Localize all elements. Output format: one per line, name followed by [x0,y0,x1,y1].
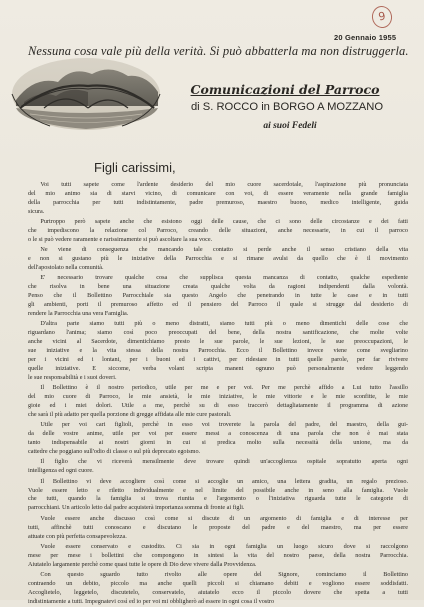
letter-line: Il figlio che vi riceverà mensilmente deve trovare quindi un'accoglienza ospitale sopratutto aperta ogni [28,458,408,466]
letter-line: contraendo un debito, piccolo ma anche quelli piccoli si chiamano debiti e vogliono essere soddisfatti. [28,579,408,587]
letter-line: della parrocchia per tutti indistintamente, padre premuroso, maestro buono, medico intelligente, guida [28,198,408,206]
bulletin-title [190,82,380,97]
letter-line: parrocchiani. Un articolo letto dal padre acquisterà importanza somma di fronte ai figli. [28,504,245,512]
letter-line: che impediscono la relazione col Parroco, creando delle situazioni, anche necessarie, in cui il parroco [28,227,408,234]
letter-line: Il Bollettino vi deve accogliere così come si accoglie un amico, una lettera gradita, un regalo prezioso. [28,477,408,485]
letter-line: E' necessario trovare qualche cosa che supplisca questa mancanza di contatto, qualche espediente [28,274,408,282]
letter-paragraph [28,181,408,217]
letter-line: del mio cuore di Parroco, le mie ansietà, le mie iniziative, le mie vittorie e le mie sconfitte, le mie [28,393,408,401]
letter-line: Ne viene di conseguenza che mancando tale contatto si perde anche il senso cristiano della vita [28,246,408,254]
letter-line: quelle iniziative. E siccome, verba volant scripta manent ognuno può personalmente vedere leggendo [28,365,408,372]
letter-line: riguardano l'anima; siamo così poco preoccupati del bene, della nostra santificazione, che molte volte [28,329,408,337]
page-number-stamp: 9 [370,4,394,29]
letter-line: che sarà il più adatto per quella porzione di gregge affidata alle mie cure pastorali. [28,411,232,418]
letter-line: mese per mese i bollettini che compongono in sintesi la vita del nostro paese, della nostra Parrocchia. [28,551,408,559]
letter-paragraph [28,543,408,570]
letter-paragraph [28,478,408,514]
letter-line: Vuole essere anche discusso così come si discute di un argomento di famiglia e di interesse per [28,514,408,522]
letter-line: Aiutatelo largamente perchè come quasi tutte le opere di Dio deve vivere dalla Provvidenza. [28,560,257,568]
letter-paragraph [28,571,408,607]
letter-paragraph [28,515,408,542]
letter-line: tutti, affinchè tutti conoscano e discutano le proposte del padre e del maestro, ma per essere [28,523,408,531]
letter-paragraph [28,246,408,273]
letter-line: Penso che il Bollettino Parrocchiale sia questo Angelo che penetrando in tutte le case e in tutti [28,292,408,300]
letter-line: del mio animo sia di starvi vicino, di comunicare con voi, di essere veramente nella grande famiglia [28,189,408,197]
parish-name: di S. ROCCO in BORGO A MOZZANO [190,101,384,113]
letter-paragraph [28,218,408,245]
letter-paragraph [28,421,408,457]
letter-greeting: Figli carissimi, [94,160,176,175]
bridge-vignette-image [10,56,162,132]
letter-line: che tutti, quando la famiglia si trova riunita e l'argomento o l'iniziativa riguarda tutte le categorie di [28,495,408,503]
letter-line: da delle vostre anime, utile per voi per essere messi a conoscenza di una parola che non è mai stata [28,430,408,438]
bulletin-title-text: Comunicazioni del Parroco [190,82,380,97]
letter-line: rendere la Parrocchia una vera Famiglia. [28,310,129,318]
letter-line: o le si può vedere raramente e rarissimamente si può ascoltare la sua voce. [28,235,213,243]
letter-line: per i vicini ed i lontani, per i buoni ed i cattivi, per ridestare in tutti quelle parole, per far rivivere [28,356,408,364]
letter-paragraph [28,384,408,420]
letter-line: dell'apostolato nella comunità. [28,264,104,272]
letter-line: Utile per voi cari figlioli, perchè in esso voi troverete la parola del padre, del maestro, della gui- [28,421,408,429]
letter-body [28,181,408,607]
addressee-line: ai suoi Fedeli [263,121,317,131]
letter-paragraph [28,458,408,476]
letter-paragraph [28,274,408,319]
letter-line: D'altra parte siamo tutti più o meno distratti, siamo tutti più o meno dimentichi delle cose che [28,320,408,328]
letter-line: le sue responsabilità e i suoi doveri. [28,373,117,381]
masthead-motto: Nessuna cosa vale più della verità. Si può abbatterla ma non distruggerla. [28,44,409,58]
letter-line: gioie ed i miei dolori. Utile a me, perchè su di esso traccerò dettagliatamente il programma di azione [28,402,408,410]
letter-line: cattedre che poggiano sull'odio di classe o sul più deprecato egoismo. [28,448,201,456]
letter-line: sue iniziative e la vita stessa della nostra Parrocchia. Ecco il Bollettino invece viene come svegliarino [28,347,408,355]
letter-line: che risolva in bene una situazione creata qualche volta da ragioni indipendenti dalla volontà. [28,283,408,291]
letter-line: intelligenza ed ogni cuore. [28,467,94,475]
letter-line: indistintamente a tutti. Impegnatevi così ed io per voi mi obbligherò ad essere in ogni cosa il vostro [28,597,275,605]
letter-line: Vuole essere conservato e custodito. Ci sia in ogni famiglia un luogo sicuro dove si raccolgono [28,542,408,550]
issue-date: 20 Gennaio 1955 [334,33,397,42]
letter-line: Purtroppo però sapete anche che esistono oggi delle cause, che ci sono delle circostanze e dei fatti [28,218,408,226]
letter-line: gli ambienti, porti il premuroso affetto ed il pensiero del Parroco il quale si strugge dal desiderio di [28,301,408,309]
letter-line: Accoglietelo, leggetelo, discutetelo, conservatelo, aiutatelo ecco il piccolo dovere che spetta a tutti [28,588,408,596]
letter-line: Con questo sguardo tutto rivolto alle opere del Signore, cominciamo il Bollettino [28,571,408,579]
letter-line: Il Bollettino è il nostro periodico, utile per me e per voi. Per me perchè affido a Lui tutto l'assillo [28,384,408,392]
letter-line: Vuole essere letto e riletto individualmente e nel limite del possibile anche in seno alla famiglia. Vuole [28,486,408,494]
letter-line: sicura. [28,207,45,215]
letter-line: attuate con più perfetta consapevolezza. [28,532,127,540]
letter-line: tanto indispensabile ai nostri giorni in cui si predica molto sulla necessità della unione, ma da [28,439,408,447]
letter-line: anche vicini al Sacerdote, dimentichiamo presto le sue parole, le sue lezioni, le sue preoccupazioni, le [28,338,408,346]
letter-line: Voi tutti sapete come l'ardente desiderio del mio cuore sacerdotale, l'aspirazione più pronunciata [28,181,408,188]
letter-line: e non si gustano più le iniziative della Parrocchia e si rimane avulsi da quello che è il movimento [28,255,408,263]
letter-paragraph [28,320,408,382]
